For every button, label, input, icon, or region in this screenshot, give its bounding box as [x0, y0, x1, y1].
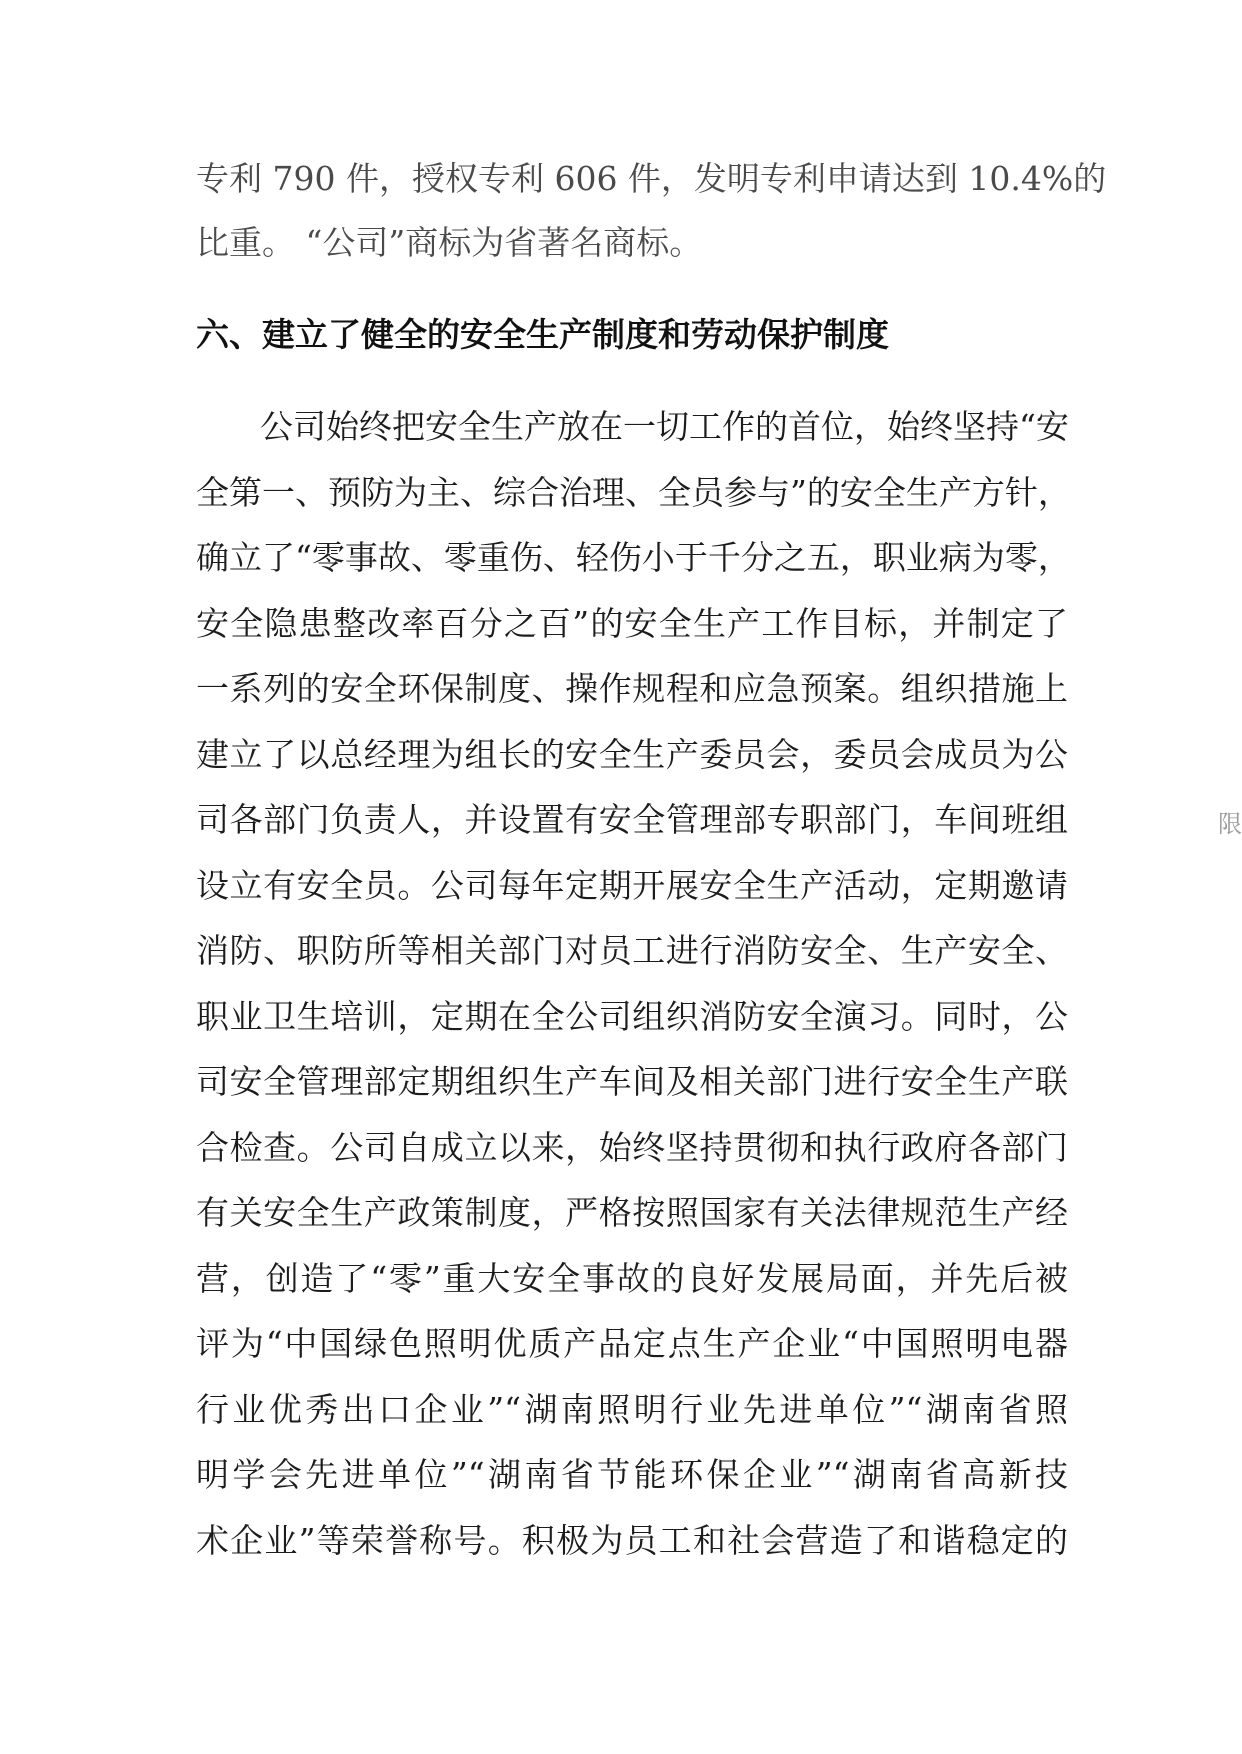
- paragraph-line: 安全隐患整改率百分之百”的安全生产工作目标，并制定了: [196, 604, 1068, 643]
- paragraph-line: 专利 790 件，授权专利 606 件，发明专利申请达到 10.4%的: [196, 159, 1107, 198]
- paragraph-line: 全第一、预防为主、综合治理、全员参与”的安全生产方针，: [196, 473, 1071, 512]
- paragraph-line: 司安全管理部定期组织生产车间及相关部门进行安全生产联: [196, 1062, 1068, 1101]
- paragraph-line: 一系列的安全环保制度、操作规程和应急预案。组织措施上: [196, 669, 1068, 708]
- paragraph-line: 术企业”等荣誉称号。积极为员工和社会营造了和谐稳定的: [196, 1521, 1068, 1560]
- paragraph-line: 设立有安全员。公司每年定期开展安全生产活动，定期邀请: [196, 866, 1068, 905]
- paragraph-line: 公司始终把安全生产放在一切工作的首位，始终坚持“安: [260, 407, 1069, 446]
- paragraph-line: 司各部门负责人，并设置有安全管理部专职部门，车间班组: [196, 800, 1068, 839]
- section-heading: 六、建立了健全的安全生产制度和劳动保护制度: [196, 315, 889, 354]
- margin-seal-fragment: 限: [1218, 810, 1242, 838]
- paragraph-line: 评为“中国绿色照明优质产品定点生产企业“中国照明电器: [196, 1324, 1068, 1363]
- paragraph-line: 比重。 “公司”商标为省著名商标。: [196, 223, 703, 262]
- paragraph-line: 有关安全生产政策制度，严格按照国家有关法律规范生产经: [196, 1193, 1068, 1232]
- paragraph-line: 明学会先进单位”“湖南省节能环保企业”“湖南省高新技: [196, 1455, 1068, 1494]
- paragraph-line: 消防、职防所等相关部门对员工进行消防安全、生产安全、: [196, 931, 1068, 970]
- paragraph-line: 建立了以总经理为组长的安全生产委员会，委员会成员为公: [196, 735, 1068, 774]
- paragraph-line: 营，创造了“零”重大安全事故的良好发展局面，并先后被: [196, 1259, 1068, 1298]
- paragraph-line: 行业优秀出口企业”“湖南照明行业先进单位”“湖南省照: [196, 1390, 1068, 1429]
- paragraph-line: 确立了“零事故、零重伤、轻伤小于千分之五，职业病为零，: [196, 538, 1071, 577]
- paragraph-line: 职业卫生培训，定期在全公司组织消防安全演习。同时，公: [196, 997, 1068, 1036]
- paragraph-line: 合检查。公司自成立以来，始终坚持贯彻和执行政府各部门: [196, 1128, 1068, 1167]
